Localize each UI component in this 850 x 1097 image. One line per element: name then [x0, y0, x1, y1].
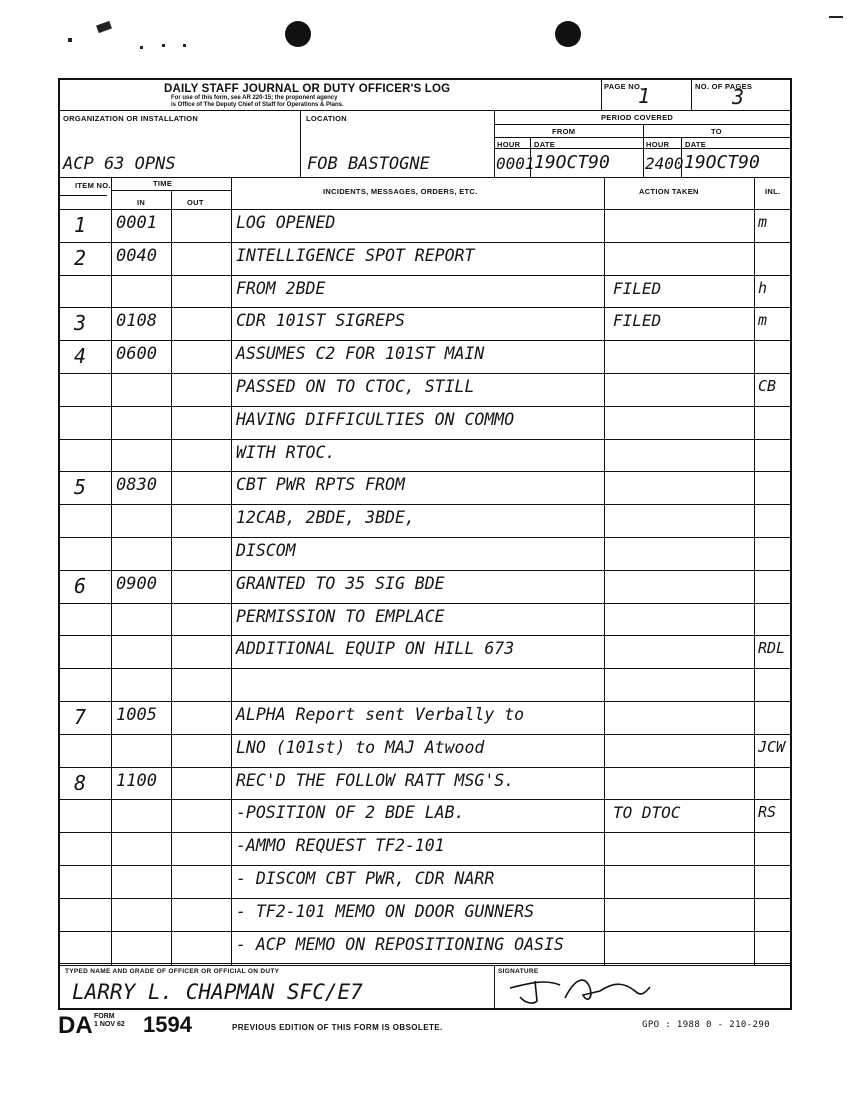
row-initials: RS	[758, 803, 777, 822]
speck-mark	[140, 46, 143, 49]
row-incident-text: HAVING DIFFICULTIES ON COMMO	[236, 409, 515, 429]
row-incident-text: ADDITIONAL EQUIP ON HILL 673	[236, 639, 515, 659]
to-hour-value: 2400	[645, 154, 684, 173]
form-subtitle: is Office of The Deputy Chief of Staff for Operations & Plans.	[171, 102, 344, 108]
row-time-in: 0830	[116, 475, 157, 496]
row-time-in: 0108	[116, 311, 157, 332]
rule	[231, 177, 232, 965]
row-item-no: 8	[74, 770, 87, 795]
col-incidents: INCIDENTS, MESSAGES, ORDERS, ETC.	[323, 187, 478, 196]
period-covered-label: PERIOD COVERED	[601, 113, 674, 122]
row-action-taken: FILED	[613, 311, 662, 331]
speck-mark	[829, 16, 843, 18]
row-divider	[60, 275, 790, 276]
duty-log-form	[58, 78, 792, 1010]
rule	[754, 177, 755, 965]
rule	[300, 110, 301, 177]
row-item-no: 4	[74, 344, 87, 369]
rule	[494, 137, 790, 138]
page-no-value: 1	[638, 84, 651, 108]
row-divider	[60, 668, 790, 669]
to-date-value: 19OCT90	[684, 152, 760, 173]
row-divider	[60, 799, 790, 800]
row-divider	[60, 701, 790, 702]
speck-mark	[96, 21, 112, 33]
location-value: FOB BASTOGNE	[307, 154, 430, 174]
row-incident-text: ASSUMES C2 FOR 101ST MAIN	[236, 344, 485, 364]
row-incident-text: PASSED ON TO CTOC, STILL	[236, 377, 475, 396]
row-incident-text: DISCOM	[236, 541, 296, 560]
row-initials: CB	[758, 377, 777, 395]
from-hour-value: 0001	[496, 154, 535, 173]
col-action-taken: ACTION TAKEN	[639, 187, 699, 196]
row-divider	[60, 537, 790, 538]
row-incident-text: GRANTED TO 35 SIG BDE	[236, 573, 445, 593]
row-incident-text: CDR 101ST SIGREPS	[236, 311, 405, 331]
row-incident-text: CBT PWR RPTS FROM	[236, 475, 405, 495]
row-incident-text: - TF2-101 MEMO ON DOOR GUNNERS	[236, 901, 535, 921]
row-time-in: 1005	[116, 705, 157, 725]
form-word: FORM	[94, 1013, 115, 1020]
name-grade-label: TYPED NAME AND GRADE OF OFFICER OR OFFICIAL ON DUTY	[65, 968, 280, 975]
rule	[494, 124, 790, 125]
row-item-no: 3	[74, 311, 87, 336]
rule	[494, 965, 495, 1010]
rule	[60, 209, 790, 210]
speck-mark	[162, 44, 165, 47]
form-date: 1 NOV 62	[94, 1021, 125, 1028]
punch-hole-left	[285, 21, 311, 47]
row-initials: m	[758, 311, 768, 330]
row-divider	[60, 832, 790, 833]
row-time-in: 0040	[116, 245, 157, 266]
row-divider	[60, 340, 790, 341]
row-incident-text: WITH RTOC.	[236, 442, 336, 462]
no-of-pages-label: NO. OF PAGES	[695, 82, 753, 91]
row-incident-text: INTELLIGENCE SPOT REPORT	[236, 245, 475, 265]
row-divider	[60, 931, 790, 932]
speck-mark	[183, 44, 186, 47]
row-divider	[60, 307, 790, 308]
gpo-code: GPO : 1988 0 - 210-290	[642, 1020, 771, 1030]
from-date-value: 19OCT90	[534, 152, 610, 173]
row-divider	[60, 406, 790, 407]
rule	[60, 177, 790, 178]
row-initials: m	[758, 213, 768, 231]
signature-label: SIGNATURE	[498, 968, 539, 975]
from-hour-label: HOUR	[497, 140, 521, 149]
form-number: 1594	[143, 1012, 192, 1037]
rule	[111, 177, 112, 965]
org-label: ORGANIZATION OR INSTALLATION	[63, 114, 199, 123]
row-divider	[60, 439, 790, 440]
rule	[494, 110, 495, 177]
row-initials: JCW	[758, 737, 786, 756]
row-incident-text: - ACP MEMO ON REPOSITIONING OASIS	[236, 934, 564, 954]
row-item-no: 7	[74, 705, 87, 729]
row-item-no: 2	[74, 245, 87, 270]
col-time-out: OUT	[187, 198, 204, 207]
row-incident-text: - DISCOM CBT PWR, CDR NARR	[236, 869, 495, 888]
col-item-no: ITEM NO.	[75, 181, 111, 190]
form-title: DAILY STAFF JOURNAL OR DUTY OFFICER'S LOG	[164, 83, 451, 95]
row-incident-text: -AMMO REQUEST TF2-101	[236, 836, 445, 856]
page-no-label: PAGE NO.	[604, 82, 643, 91]
row-incident-text: FROM 2BDE	[236, 278, 326, 298]
to-label: TO	[711, 127, 722, 136]
rule	[601, 80, 602, 110]
form-prefix: DA	[58, 1012, 93, 1039]
row-divider	[60, 504, 790, 505]
org-value: ACP 63 OPNS	[63, 154, 176, 174]
row-time-in: 0001	[116, 213, 157, 233]
from-label: FROM	[552, 127, 576, 136]
col-inl: INL.	[765, 187, 781, 196]
row-divider	[60, 471, 790, 472]
row-initials: RDL	[758, 639, 786, 658]
row-incident-text: ALPHA Report sent Verbally to	[236, 705, 525, 724]
row-divider	[60, 635, 790, 636]
row-divider	[60, 767, 790, 768]
row-time-in: 0600	[116, 344, 157, 365]
row-incident-text: -POSITION OF 2 BDE LAB.	[236, 803, 465, 823]
row-incident-text: REC'D THE FOLLOW RATT MSG'S.	[236, 770, 515, 790]
officer-name: LARRY L. CHAPMAN SFC/E7	[72, 980, 363, 1004]
row-incident-text: 12CAB, 2BDE, 3BDE,	[236, 508, 415, 528]
row-divider	[60, 865, 790, 866]
row-action-taken: FILED	[613, 278, 662, 298]
row-incident-text: LOG OPENED	[236, 213, 336, 232]
row-divider	[60, 570, 790, 571]
to-hour-label: HOUR	[646, 140, 670, 149]
form-subtitle: For use of this form, see AR 220-15; the proponent agency	[171, 95, 338, 101]
location-label: LOCATION	[306, 114, 348, 123]
rule	[171, 190, 172, 965]
from-date-label: DATE	[534, 140, 556, 149]
row-divider	[60, 898, 790, 899]
row-action-taken: TO DTOC	[613, 803, 681, 823]
col-time: TIME	[153, 179, 173, 188]
row-time-in: 0900	[116, 573, 157, 594]
row-divider	[60, 242, 790, 243]
row-time-in: 1100	[116, 770, 157, 791]
signature-scrawl	[505, 973, 655, 1009]
row-item-no: 6	[74, 573, 87, 598]
to-date-label: DATE	[685, 140, 707, 149]
row-divider	[60, 373, 790, 374]
row-divider	[60, 603, 790, 604]
row-divider	[60, 734, 790, 735]
rule	[60, 110, 790, 111]
previous-edition-note: PREVIOUS EDITION OF THIS FORM IS OBSOLETE.	[232, 1023, 443, 1032]
punch-hole-right	[555, 21, 581, 47]
row-item-no: 5	[74, 475, 87, 500]
rule	[60, 965, 790, 966]
col-time-in: IN	[137, 198, 146, 207]
no-of-pages-value: 3	[732, 85, 745, 109]
rule	[604, 177, 605, 965]
row-incident-text: LNO (101st) to MAJ Atwood	[236, 737, 485, 757]
row-incident-text: PERMISSION TO EMPLACE	[236, 606, 445, 626]
rule	[60, 195, 107, 196]
rule	[691, 80, 692, 110]
row-item-no: 1	[74, 213, 87, 237]
rule	[643, 124, 644, 177]
speck-mark	[68, 38, 72, 42]
row-initials: h	[758, 278, 768, 297]
